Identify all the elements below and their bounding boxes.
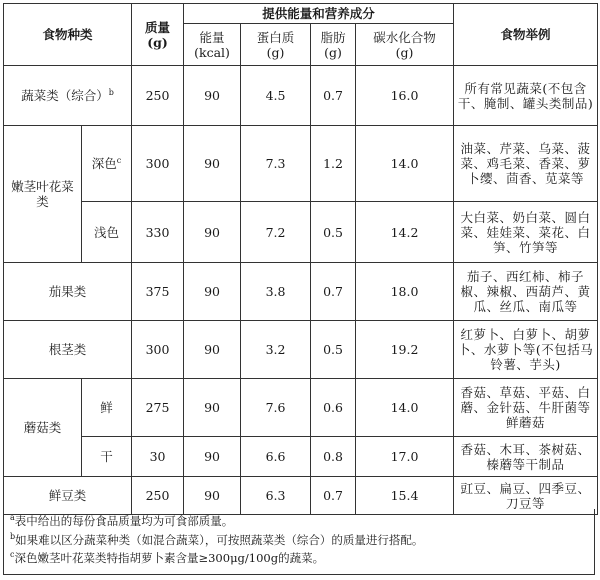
subcategory-cell: 干 bbox=[82, 437, 132, 477]
examples-cell: 所有常见蔬菜(不包含干、腌制、罐头类制品) bbox=[454, 66, 598, 126]
table-row bbox=[4, 263, 598, 321]
fat-cell: 0.8 bbox=[311, 437, 356, 477]
category-cell: 蘑菇类 bbox=[4, 379, 82, 477]
protein-cell: 3.8 bbox=[241, 263, 311, 321]
header-protein: 蛋白质 (g) bbox=[241, 24, 311, 66]
header-energy: 能量 (kcal) bbox=[184, 24, 241, 66]
table-row bbox=[4, 437, 598, 477]
energy-cell: 90 bbox=[184, 66, 241, 126]
table-row bbox=[4, 126, 598, 202]
header-weight-label: 质量 bbox=[145, 19, 171, 35]
examples-cell: 豇豆、扁豆、四季豆、刀豆等 bbox=[454, 477, 598, 515]
protein-cell: 6.6 bbox=[241, 437, 311, 477]
examples-cell: 油菜、芹菜、乌菜、菠菜、鸡毛菜、香菜、萝卜缨、茴香、苋菜等 bbox=[454, 126, 598, 202]
protein-cell: 7.6 bbox=[241, 379, 311, 437]
subcategory-cell: 鲜 bbox=[82, 379, 132, 437]
examples-cell: 茄子、西红柿、柿子椒、辣椒、西葫芦、黄瓜、丝瓜、南瓜等 bbox=[454, 263, 598, 321]
protein-cell: 7.3 bbox=[241, 126, 311, 202]
energy-cell: 90 bbox=[184, 321, 241, 379]
energy-cell: 90 bbox=[184, 437, 241, 477]
table-row bbox=[4, 202, 598, 263]
fat-cell: 0.5 bbox=[311, 321, 356, 379]
weight-cell: 330 bbox=[132, 202, 184, 263]
vegetable-portion-table bbox=[3, 3, 598, 515]
protein-cell: 3.2 bbox=[241, 321, 311, 379]
table-row bbox=[4, 321, 598, 379]
header-fat: 脂肪 (g) bbox=[311, 24, 356, 66]
subcategory-cell: 深色$^c$ bbox=[82, 126, 132, 202]
energy-cell: 90 bbox=[184, 202, 241, 263]
header-food-type: 食物种类 bbox=[4, 4, 132, 66]
weight-cell: 375 bbox=[132, 263, 184, 321]
carb-cell: 19.2 bbox=[356, 321, 454, 379]
energy-cell: 90 bbox=[184, 379, 241, 437]
footnote: $^c$深色嫩茎叶花菜类特指胡萝卜素含量≥300μg/100g的蔬菜。 bbox=[10, 550, 325, 566]
examples-cell: 香菇、草菇、平菇、白蘑、金针菇、牛肝菌等鲜蘑菇 bbox=[454, 379, 598, 437]
weight-cell: 30 bbox=[132, 437, 184, 477]
fat-cell: 0.5 bbox=[311, 202, 356, 263]
carb-cell: 14.2 bbox=[356, 202, 454, 263]
category-cell: 茄果类 bbox=[4, 263, 132, 321]
weight-cell: 250 bbox=[132, 66, 184, 126]
footnote: $^a$表中给出的每份食品质量均为可食部质量。 bbox=[10, 513, 234, 528]
protein-cell: 6.3 bbox=[241, 477, 311, 515]
examples-cell: 香菇、木耳、茶树菇、榛蘑等干制品 bbox=[454, 437, 598, 477]
category-cell: 嫩茎叶花菜类 bbox=[4, 126, 82, 263]
weight-cell: 300 bbox=[132, 126, 184, 202]
protein-cell: 4.5 bbox=[241, 66, 311, 126]
weight-cell: 250 bbox=[132, 477, 184, 515]
table-footnotes bbox=[3, 509, 595, 575]
fat-cell: 0.7 bbox=[311, 263, 356, 321]
energy-cell: 90 bbox=[184, 263, 241, 321]
weight-cell: 275 bbox=[132, 379, 184, 437]
examples-cell: 大白菜、奶白菜、圆白菜、娃娃菜、菜花、白笋、竹笋等 bbox=[454, 202, 598, 263]
header-energy-group: 提供能量和营养成分 bbox=[184, 4, 454, 24]
carb-cell: 14.0 bbox=[356, 379, 454, 437]
header-weight-unit: (g) bbox=[147, 34, 168, 50]
fat-cell: 0.7 bbox=[311, 477, 356, 515]
header-row-1 bbox=[4, 4, 598, 24]
carb-cell: 17.0 bbox=[356, 437, 454, 477]
energy-cell: 90 bbox=[184, 477, 241, 515]
fat-cell: 0.7 bbox=[311, 66, 356, 126]
header-weight bbox=[132, 4, 184, 66]
table-row bbox=[4, 379, 598, 437]
category-cell: 根茎类 bbox=[4, 321, 132, 379]
header-examples: 食物举例 bbox=[454, 4, 598, 66]
subcategory-cell: 浅色 bbox=[82, 202, 132, 263]
carb-cell: 18.0 bbox=[356, 263, 454, 321]
protein-cell: 7.2 bbox=[241, 202, 311, 263]
header-carb: 碳水化合物 (g) bbox=[356, 24, 454, 66]
carb-cell: 15.4 bbox=[356, 477, 454, 515]
carb-cell: 16.0 bbox=[356, 66, 454, 126]
fat-cell: 0.6 bbox=[311, 379, 356, 437]
footnote: $^b$如果难以区分蔬菜种类（如混合蔬菜），可按照蔬菜类（综合）的质量进行搭配。 bbox=[10, 531, 424, 547]
carb-cell: 14.0 bbox=[356, 126, 454, 202]
fat-cell: 1.2 bbox=[311, 126, 356, 202]
category-cell: 蔬菜类（综合）$^b$ bbox=[4, 66, 132, 126]
weight-cell: 300 bbox=[132, 321, 184, 379]
category-cell: 鲜豆类 bbox=[4, 477, 132, 515]
energy-cell: 90 bbox=[184, 126, 241, 202]
table-row bbox=[4, 66, 598, 126]
examples-cell: 红萝卜、白萝卜、胡萝卜、水萝卜等(不包括马铃薯、芋头) bbox=[454, 321, 598, 379]
